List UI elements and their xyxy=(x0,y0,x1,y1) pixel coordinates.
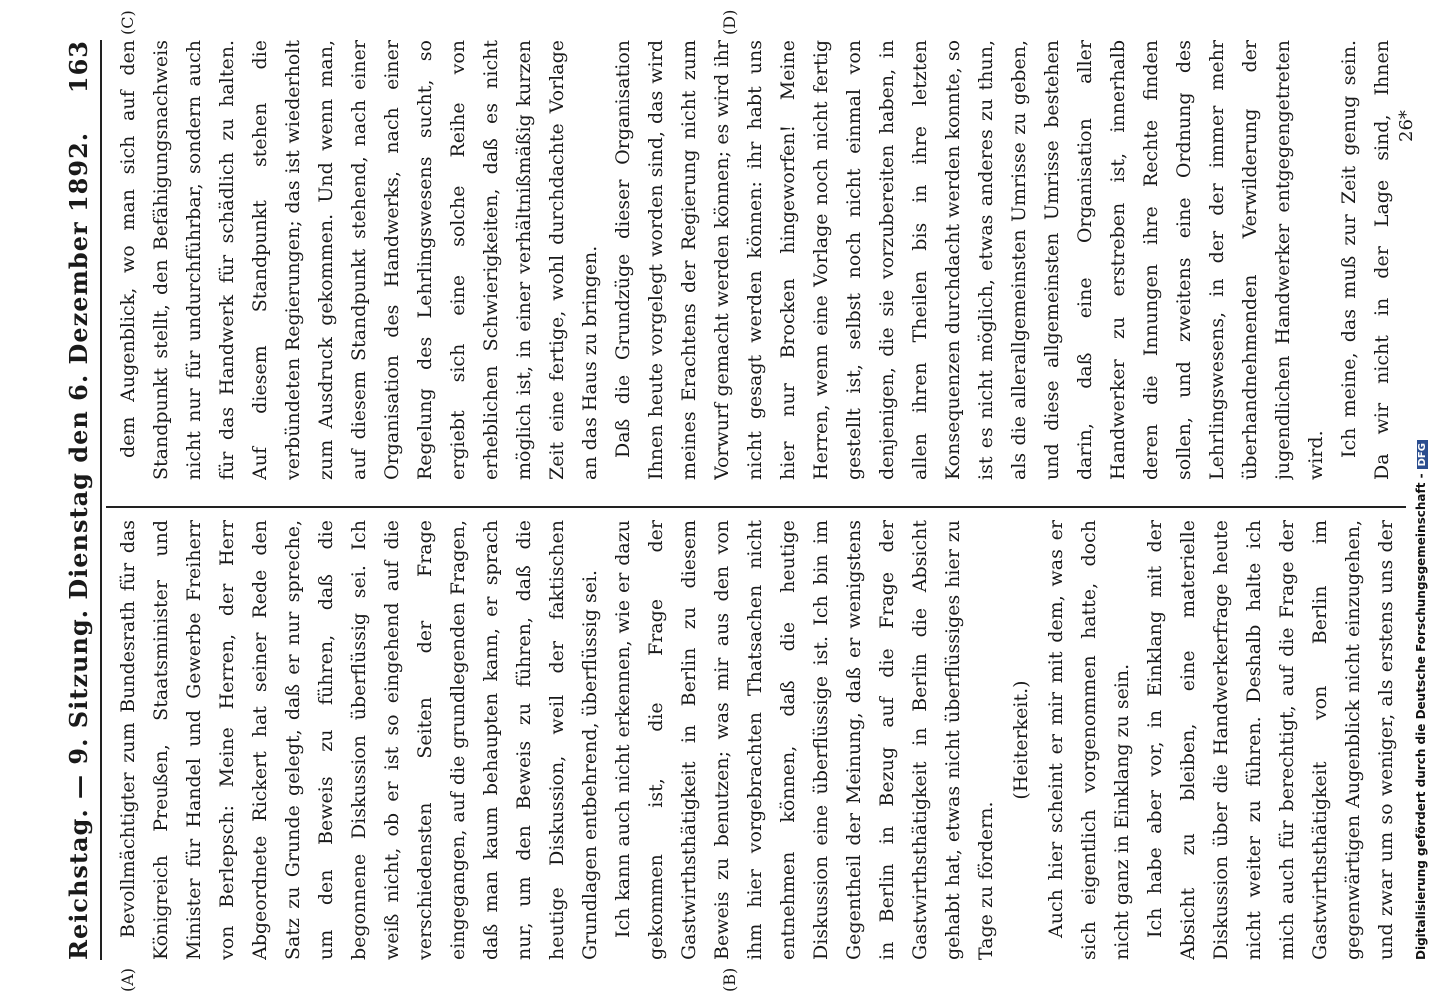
paragraph: Bevollmächtigter zum Bundesrath für das Königreich Preußen, Staatsminister und Minister für Handel und Gewerbe Freiherr von Berlepsch: Meine Herren, der Herr Abgeordnete Rickert hat seiner Rede den Satz zu Grunde gelegt, daß er nur spreche, um den Beweis zu führen, daß die begonnene Diskussion überflüssig sei. Ich weiß nicht, ob er ist so eingehend auf die verschiedensten Seiten der Frage eingegangen, auf die grundlegenden Fragen, daß man kaum behaupten kann, er sprach nur, um den Beweis zu führen, daß die heutige Diskussion, weil der faktischen Grundlagen entbehrend, überflüssig sei. xyxy=(117,520,601,960)
margin-mark-a: (A) xyxy=(118,967,137,992)
paragraph: Daß die Grundzüge dieser Organisation Ihnen heute vorgelegt worden sind, das wird meines Erachtens der Regierung nicht zum Vorwurf gemacht werden können; es wird ihr nicht gesagt werden können: ihr habt uns hier nur Brocken hingeworfen! Meine Herren, wenn eine Vorlage noch nicht fertig gestellt ist, selbst noch nicht einmal von denjenigen, die sie vorzubereiten haben, in allen ihren Theilen bis in ihre letzten Konsequenzen durchdacht werden konnte, so ist es nicht möglich, etwas anderes zu thun, als die allerallgemeinsten Umrisse zu geben, und diese allgemeinsten Umrisse bestehen darin, daß eine Organisation aller Handwerker zu erstreben ist, innerhalb deren die Innungen ihre Rechte finden sollen, und zweitens eine Ordnung des Lehrlingswesens, in der der immer mehr überhandnehmenden Verwilderung der jugendlichen Handwerker entgegengetreten wird. xyxy=(612,40,1327,480)
dfg-logo: DFG xyxy=(1417,440,1428,469)
signature-mark: 26* xyxy=(1396,110,1417,142)
interjection: (Heiterkeit.) xyxy=(1010,680,1032,800)
header-title: Reichstag. — 9. Sitzung. Dienstag den 6. Dezember 1892. xyxy=(64,131,93,960)
right-column xyxy=(112,40,1402,480)
paragraph: Ich meine, das muß zur Zeit genug sein. Da wir nicht in der Lage sind, Ihnen xyxy=(1338,40,1393,480)
digitization-note xyxy=(1414,20,1428,960)
page-number: 163 xyxy=(64,40,93,94)
digitization-text: Digitalisierung gefördert durch die Deutsche Forschungsgemeinschaft - xyxy=(1414,473,1428,960)
column-divider xyxy=(106,506,1406,508)
margin-mark-d: (D) xyxy=(720,9,739,35)
page-header xyxy=(60,40,100,960)
paragraph: dem Augenblick, wo man sich auf den Standpunkt stellt, den Befähigungsnachweis nicht nur für undurchführbar, sondern auch für das Handwerk für schädlich zu halten. Auf diesem Standpunkt stehen die verbündeten Regierungen; das ist wiederholt zum Ausdruck gekommen. Und wenn man, auf diesem Standpunkt stehend, nach einer Organisation des Handwerks, nach einer Regelung des Lehrlingswesens sucht, so ergiebt sich eine solche Reihe von erheblichen Schwierigkeiten, daß es nicht möglich ist, in einer verhältnißmäßig kurzen Zeit eine fertige, wohl durchdachte Vorlage an das Haus zu bringen. xyxy=(117,40,601,480)
left-column xyxy=(112,520,1402,960)
margin-mark-b: (B) xyxy=(720,967,739,992)
margin-mark-c: (C) xyxy=(118,10,137,35)
paragraph: Auch hier scheint er mir mit dem, was er sich eigentlich vorgenommen hatte, doch nicht ganz in Einklang zu sein. xyxy=(1045,520,1133,960)
header-rule xyxy=(100,40,102,960)
paragraph: Ich habe aber vor, in Einklang mit der Absicht zu bleiben, eine materielle Diskussion über die Handwerkerfrage heute nicht weiter zu führen. Deshalb halte ich mich auch für berechtigt, auf die Frage der Gastwirthsthätigkeit von Berlin im gegenwärtigen Augenblick nicht einzugehen, und zwar um so weniger, als erstens uns der xyxy=(1144,520,1397,960)
paragraph: Ich kann auch nicht erkennen, wie er dazu gekommen ist, die Frage der Gastwirthsthätigkeit in Berlin zu diesem Beweis zu benutzen; was mir aus den von ihm hier vorgebrachten Thatsachen nicht entnehmen können, daß die heutige Diskussion eine überflüssige ist. Ich bin im Gegentheil der Meinung, daß er wenigstens in Berlin in Bezug auf die Frage der Gastwirthsthätigkeit in Berlin die Absicht gehabt hat, etwas nicht überflüssiges hier zu Tage zu fördern. xyxy=(612,520,997,960)
